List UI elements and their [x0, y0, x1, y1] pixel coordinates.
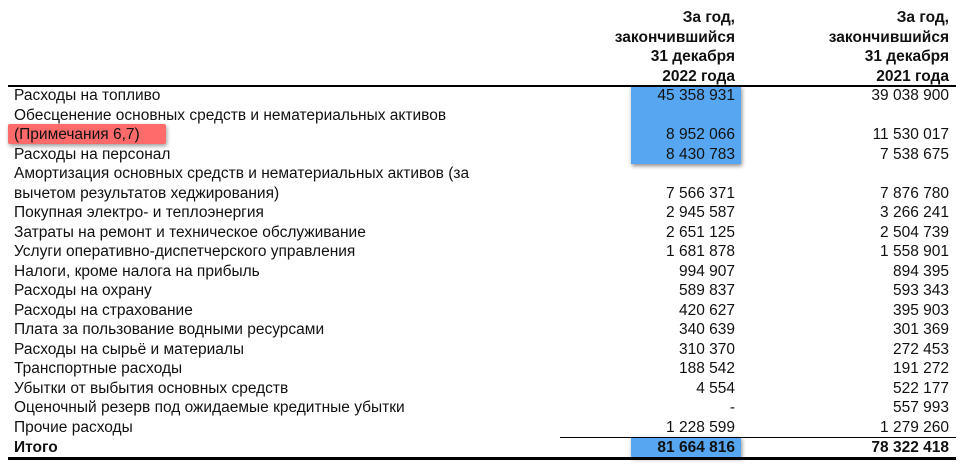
row-label: (Примечания 6,7) [14, 126, 140, 143]
value-2022: - [729, 399, 735, 416]
row-label: Расходы на охрану [14, 282, 152, 299]
header-line: 31 декабря [864, 48, 949, 65]
header-line: За год, [896, 9, 949, 26]
header-line: закончившийся [828, 28, 949, 46]
value-2021: 557 993 [892, 399, 949, 416]
row-label: Расходы на страхование [14, 301, 193, 319]
table-row [0, 418, 974, 438]
table-row [0, 164, 974, 184]
table-row [0, 359, 974, 379]
total-value-2022: 81 664 816 [657, 438, 735, 456]
table-row [0, 125, 974, 145]
value-2022: 420 627 [678, 301, 735, 319]
table-row [0, 301, 974, 321]
value-2021: 2 504 739 [880, 223, 949, 241]
value-2021: 894 395 [892, 262, 949, 280]
table-row [0, 398, 974, 418]
row-label: Прочие расходы [14, 418, 133, 436]
row-label: Налоги, кроме налога на прибыль [14, 262, 260, 280]
header-line: 2021 года [876, 67, 949, 85]
row-label: Убытки от выбытия основных средств [14, 379, 289, 397]
table-row [0, 281, 974, 301]
row-label: Расходы на персонал [14, 145, 171, 163]
value-2022: 4 554 [696, 379, 735, 397]
table-row [0, 106, 974, 126]
value-2021: 191 272 [892, 360, 949, 377]
value-2022: 7 566 371 [666, 184, 735, 202]
table-row [0, 379, 974, 399]
value-2021: 39 038 900 [871, 87, 949, 104]
value-2022: 1 228 599 [666, 418, 735, 436]
total-value-2021: 78 322 418 [871, 438, 949, 456]
table-row [0, 242, 974, 262]
value-2021: 395 903 [892, 301, 949, 319]
table-row [0, 223, 974, 243]
value-2022: 8 430 783 [666, 145, 735, 163]
row-label: вычетом результатов хеджирования) [14, 184, 280, 202]
total-row [0, 438, 974, 458]
row-label: Амортизация основных средств и нематериальных активов (за [14, 165, 470, 182]
value-2022: 589 837 [678, 282, 735, 299]
row-label: Обесценение основных средств и нематериальных активов [14, 106, 447, 124]
value-2021: 272 453 [892, 340, 949, 358]
column-header-2021 [829, 8, 949, 86]
header-line: 2022 года [662, 67, 735, 85]
value-2021: 11 530 017 [872, 126, 949, 143]
row-label: Расходы на сырьё и материалы [14, 340, 245, 358]
value-2021: 7 876 780 [880, 184, 949, 202]
column-header-2022 [615, 8, 735, 86]
total-label: Итого [14, 438, 58, 456]
value-2021: 593 343 [892, 282, 949, 299]
value-2021: 522 177 [892, 379, 949, 397]
table-row [0, 203, 974, 223]
table-row [0, 320, 974, 340]
value-2022: 994 907 [678, 262, 735, 280]
table-row [0, 184, 974, 204]
value-2021: 3 266 241 [880, 204, 949, 221]
table-bottom-rule [8, 457, 956, 460]
row-label: Покупная электро- и теплоэнергия [14, 204, 264, 221]
table-row [0, 262, 974, 282]
value-2022: 2 651 125 [666, 223, 735, 241]
value-2021: 1 279 260 [880, 418, 949, 436]
header-line: За год, [682, 9, 735, 26]
row-label: Затраты на ремонт и техническое обслуживание [14, 223, 366, 241]
row-label: Расходы на топливо [14, 87, 161, 104]
row-label: Услуги оперативно-диспетчерского управления [14, 243, 356, 260]
value-2022: 340 639 [678, 321, 735, 338]
row-label: Плата за пользование водными ресурсами [14, 321, 325, 338]
table-row [0, 86, 974, 106]
table-row [0, 340, 974, 360]
value-2022: 188 542 [678, 360, 735, 377]
table-row [0, 145, 974, 165]
value-2022: 8 952 066 [666, 126, 735, 143]
value-2021: 301 369 [892, 321, 949, 338]
value-2021: 1 558 901 [880, 243, 949, 260]
value-2022: 2 945 587 [666, 204, 735, 221]
value-2022: 45 358 931 [657, 87, 735, 104]
header-line: 31 декабря [650, 48, 735, 65]
header-line: закончившийся [614, 28, 735, 46]
value-2021: 7 538 675 [880, 145, 949, 163]
row-label: Транспортные расходы [14, 360, 183, 377]
value-2022: 1 681 878 [666, 243, 735, 260]
value-2022: 310 370 [678, 340, 735, 358]
row-label: Оценочный резерв под ожидаемые кредитные убытки [14, 399, 405, 416]
